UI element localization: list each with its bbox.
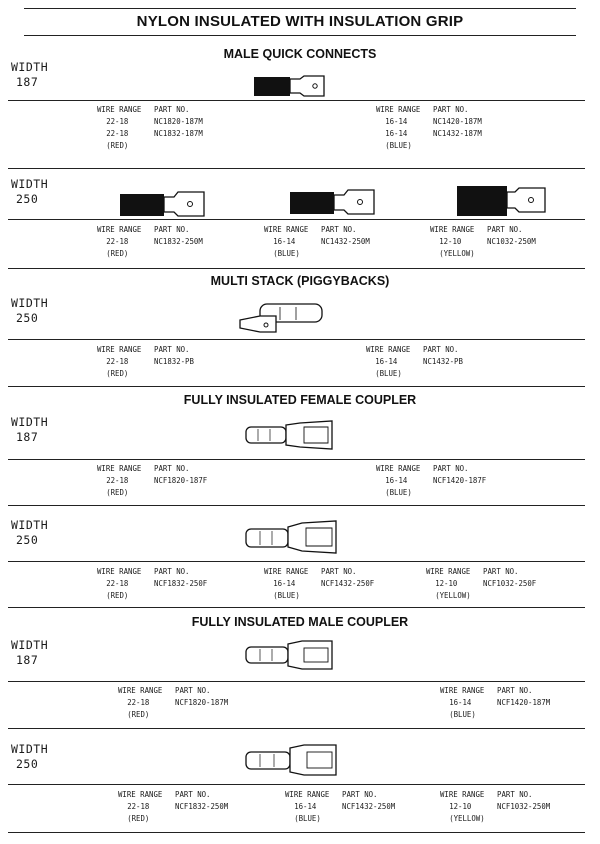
part-no-header: PART NO. xyxy=(423,345,459,354)
color-code: (YELLOW) xyxy=(435,591,471,600)
part-entry xyxy=(97,463,207,499)
divider xyxy=(8,268,585,269)
wire-range-value: 22-18 xyxy=(106,117,129,126)
part-entry xyxy=(440,685,550,721)
color-code: (BLUE) xyxy=(385,141,412,150)
wire-range-value: 22-18 xyxy=(106,357,129,366)
width-value: 250 xyxy=(16,757,39,771)
wire-range-header: WIRE RANGE xyxy=(118,686,163,695)
color-code: (BLUE) xyxy=(273,249,300,258)
part-number: NCF1820-187F xyxy=(154,476,208,485)
part-no-header: PART NO. xyxy=(154,105,190,114)
part-number: NC1432-250M xyxy=(321,237,370,246)
divider xyxy=(8,607,585,608)
part-entry xyxy=(430,224,536,260)
wire-range-value: 16-14 xyxy=(449,698,472,707)
part-number: NC1420-187M xyxy=(433,117,482,126)
part-number: NCF1032-250F xyxy=(483,579,537,588)
wire-range-value: 16-14 xyxy=(375,357,398,366)
part-entry xyxy=(97,566,207,602)
wire-range-header: WIRE RANGE xyxy=(440,686,485,695)
wire-range-value: 22-18 xyxy=(106,579,129,588)
part-entry xyxy=(97,344,194,380)
width-label xyxy=(11,415,48,445)
part-number: NC1820-187M xyxy=(154,117,203,126)
wire-range-header: WIRE RANGE xyxy=(376,105,421,114)
color-code: (RED) xyxy=(106,488,129,497)
part-number: NC1432-187M xyxy=(433,129,482,138)
width-label xyxy=(11,638,48,668)
part-no-header: PART NO. xyxy=(497,790,533,799)
width-heading: WIDTH xyxy=(11,296,49,310)
wire-range-header: WIRE RANGE xyxy=(440,790,485,799)
part-number: NCF1832-250F xyxy=(154,579,208,588)
width-value: 250 xyxy=(16,311,39,325)
width-label xyxy=(11,296,48,326)
part-number: NCF1432-250M xyxy=(342,802,396,811)
wire-range-value: 12-10 xyxy=(439,237,462,246)
wire-range-value: 16-14 xyxy=(294,802,317,811)
color-code: (RED) xyxy=(106,141,129,150)
part-entry xyxy=(426,566,536,602)
part-number: NC1832-187M xyxy=(154,129,203,138)
wire-range-header: WIRE RANGE xyxy=(97,345,142,354)
width-value: 187 xyxy=(16,75,39,89)
title-rule xyxy=(24,35,576,36)
divider xyxy=(8,459,585,460)
wire-range-header: WIRE RANGE xyxy=(430,225,475,234)
part-entry xyxy=(264,224,370,260)
section-title: MULTI STACK (PIGGYBACKS) xyxy=(210,274,390,288)
wire-range-value: 12-10 xyxy=(435,579,458,588)
part-no-header: PART NO. xyxy=(487,225,523,234)
color-code: (YELLOW) xyxy=(439,249,475,258)
part-number: NCF1420-187M xyxy=(497,698,551,707)
male-coupler-icon xyxy=(242,742,340,778)
width-heading: WIDTH xyxy=(11,60,49,74)
part-number: NC1032-250M xyxy=(487,237,536,246)
divider xyxy=(8,100,585,101)
wire-range-header: WIRE RANGE xyxy=(376,464,421,473)
part-no-header: PART NO. xyxy=(433,464,469,473)
wire-range-header: WIRE RANGE xyxy=(97,567,142,576)
divider xyxy=(8,505,585,506)
wire-range-value: 16-14 xyxy=(385,117,408,126)
divider xyxy=(8,681,585,682)
male-quick-connect-icon xyxy=(455,183,550,218)
wire-range-header: WIRE RANGE xyxy=(285,790,330,799)
wire-range-value: 16-14 xyxy=(273,579,296,588)
page-title: NYLON INSULATED WITH INSULATION GRIP xyxy=(136,13,464,30)
top-rule xyxy=(24,8,576,9)
part-no-header: PART NO. xyxy=(175,686,211,695)
divider xyxy=(8,168,585,169)
wire-range-header: WIRE RANGE xyxy=(264,225,309,234)
width-value: 250 xyxy=(16,533,39,547)
color-code: (RED) xyxy=(106,249,129,258)
part-entry xyxy=(376,463,486,499)
color-code: (BLUE) xyxy=(449,710,476,719)
part-no-header: PART NO. xyxy=(342,790,378,799)
divider xyxy=(8,386,585,387)
male-quick-connect-icon xyxy=(288,188,378,218)
color-code: (YELLOW) xyxy=(449,814,485,823)
part-entry xyxy=(366,344,463,380)
part-no-header: PART NO. xyxy=(483,567,519,576)
wire-range-header: WIRE RANGE xyxy=(118,790,163,799)
width-label xyxy=(11,518,48,548)
color-code: (BLUE) xyxy=(385,488,412,497)
wire-range-value: 22-18 xyxy=(106,129,129,138)
color-code: (BLUE) xyxy=(273,591,300,600)
part-number: NCF1820-187M xyxy=(175,698,229,707)
part-number: NCF1032-250M xyxy=(497,802,551,811)
width-value: 187 xyxy=(16,653,39,667)
part-no-header: PART NO. xyxy=(154,464,190,473)
wire-range-value: 22-18 xyxy=(106,237,129,246)
wire-range-value: 12-10 xyxy=(449,802,472,811)
part-number: NCF1432-250F xyxy=(321,579,375,588)
color-code: (RED) xyxy=(106,591,129,600)
part-no-header: PART NO. xyxy=(433,105,469,114)
part-no-header: PART NO. xyxy=(321,225,357,234)
female-coupler-icon xyxy=(242,519,340,555)
part-entry xyxy=(264,566,374,602)
wire-range-header: WIRE RANGE xyxy=(97,464,142,473)
wire-range-value: 22-18 xyxy=(127,802,150,811)
wire-range-header: WIRE RANGE xyxy=(97,225,142,234)
width-label xyxy=(11,742,48,772)
part-entry xyxy=(97,224,203,260)
section-title: MALE QUICK CONNECTS xyxy=(223,47,377,61)
part-no-header: PART NO. xyxy=(154,345,190,354)
wire-range-value: 16-14 xyxy=(273,237,296,246)
wire-range-header: WIRE RANGE xyxy=(426,567,471,576)
divider xyxy=(8,832,585,833)
part-entry xyxy=(376,104,482,152)
color-code: (RED) xyxy=(127,710,150,719)
section-title: FULLY INSULATED FEMALE COUPLER xyxy=(183,393,417,407)
part-number: NC1832-PB xyxy=(154,357,194,366)
width-label xyxy=(11,177,48,207)
part-no-header: PART NO. xyxy=(175,790,211,799)
wire-range-value: 22-18 xyxy=(106,476,129,485)
part-entry xyxy=(118,685,228,721)
piggyback-connector-icon xyxy=(236,300,326,340)
width-heading: WIDTH xyxy=(11,177,49,191)
divider xyxy=(8,728,585,729)
width-heading: WIDTH xyxy=(11,638,49,652)
wire-range-value: 16-14 xyxy=(385,476,408,485)
wire-range-value: 16-14 xyxy=(385,129,408,138)
part-entry xyxy=(97,104,203,152)
width-label xyxy=(11,60,48,90)
color-code: (RED) xyxy=(106,369,129,378)
part-number: NCF1420-187F xyxy=(433,476,487,485)
part-number: NCF1832-250M xyxy=(175,802,229,811)
color-code: (RED) xyxy=(127,814,150,823)
width-heading: WIDTH xyxy=(11,518,49,532)
divider xyxy=(8,784,585,785)
width-heading: WIDTH xyxy=(11,415,49,429)
part-no-header: PART NO. xyxy=(154,567,190,576)
width-heading: WIDTH xyxy=(11,742,49,756)
wire-range-header: WIRE RANGE xyxy=(97,105,142,114)
part-no-header: PART NO. xyxy=(497,686,533,695)
part-entry xyxy=(118,789,228,825)
male-quick-connect-icon xyxy=(252,74,327,98)
width-value: 187 xyxy=(16,430,39,444)
male-coupler-icon xyxy=(242,638,337,672)
part-no-header: PART NO. xyxy=(154,225,190,234)
female-coupler-icon xyxy=(242,419,337,451)
part-entry xyxy=(440,789,550,825)
wire-range-value: 22-18 xyxy=(127,698,150,707)
part-number: NC1832-250M xyxy=(154,237,203,246)
wire-range-header: WIRE RANGE xyxy=(366,345,411,354)
part-number: NC1432-PB xyxy=(423,357,463,366)
wire-range-header: WIRE RANGE xyxy=(264,567,309,576)
width-value: 250 xyxy=(16,192,39,206)
part-entry xyxy=(285,789,395,825)
color-code: (BLUE) xyxy=(294,814,321,823)
part-no-header: PART NO. xyxy=(321,567,357,576)
divider xyxy=(8,219,585,220)
divider xyxy=(8,561,585,562)
section-title: FULLY INSULATED MALE COUPLER xyxy=(191,615,409,629)
color-code: (BLUE) xyxy=(375,369,402,378)
male-quick-connect-icon xyxy=(118,190,208,220)
